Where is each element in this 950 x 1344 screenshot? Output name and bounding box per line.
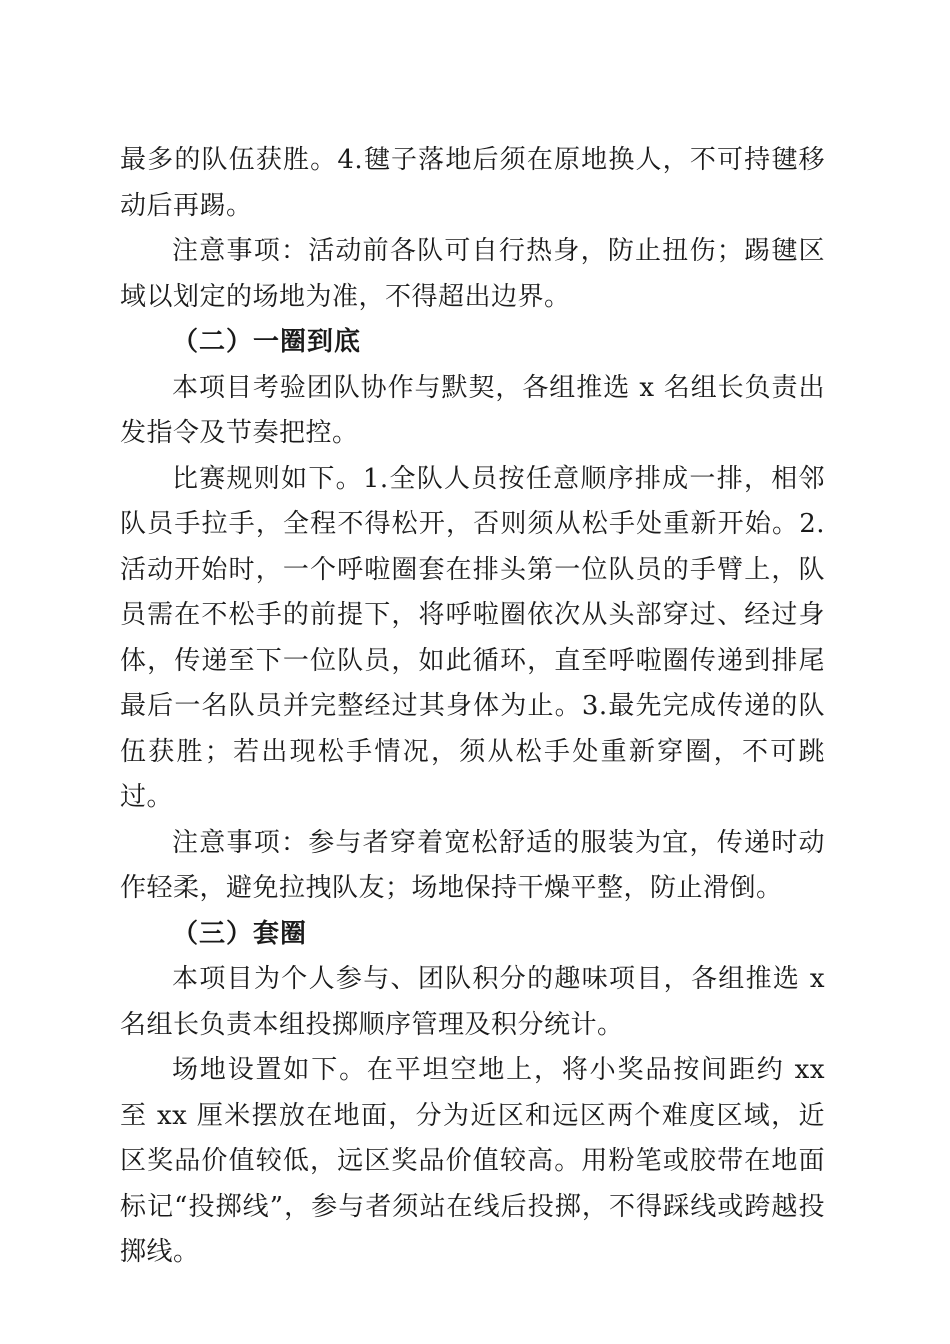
paragraph-continuation: 最多的队伍获胜。4.毽子落地后须在原地换人，不可持毽移动后再踢。 <box>120 145 825 221</box>
paragraph-notice-1: 注意事项：活动前各队可自行热身，防止扭伤；踢毽区域以划定的场地为准，不得超出边界。 <box>120 236 825 312</box>
paragraph-notice-2: 注意事项：参与者穿着宽松舒适的服装为宜，传递时动作轻柔，避免拉拽队友；场地保持干燥平整，防止滑倒。 <box>120 827 825 903</box>
paragraph-intro-2: 本项目考验团队协作与默契，各组推选 x 名组长负责出发指令及节奏把控。 <box>120 372 825 448</box>
paragraph-intro-3: 本项目为个人参与、团队积分的趣味项目，各组推选 x 名组长负责本组投掷顺序管理及积分统计。 <box>120 964 825 1040</box>
section-heading-3: （三）套圈 <box>172 918 308 949</box>
paragraph-setup-3: 场地设置如下。在平坦空地上，将小奖品按间距约 xx 至 xx 厘米摆放在地面，分为近区和远区两个难度区域，近区奖品价值较低，远区奖品价值较高。用粉笔或胶带在地面标记“投掷线”，参与者须站在线后投掷，不得踩线或跨越投掷线。 <box>120 1055 825 1267</box>
paragraph-rules-2: 比赛规则如下。1.全队人员按任意顺序排成一排，相邻队员手拉手，全程不得松开，否则须从松手处重新开始。2.活动开始时，一个呼啦圈套在排头第一位队员的手臂上，队员需在不松手的前提下，将呼啦圈依次从头部穿过、经过身体，传递至下一位队员，如此循环，直至呼啦圈传递到排尾最后一名队员并完整经过其身体为止。3.最先完成传递的队伍获胜；若出现松手情况，须从松手处重新穿圈，不可跳过。 <box>120 463 825 812</box>
document-body <box>120 138 825 1276</box>
section-heading-2: （二）一圈到底 <box>172 327 362 357</box>
